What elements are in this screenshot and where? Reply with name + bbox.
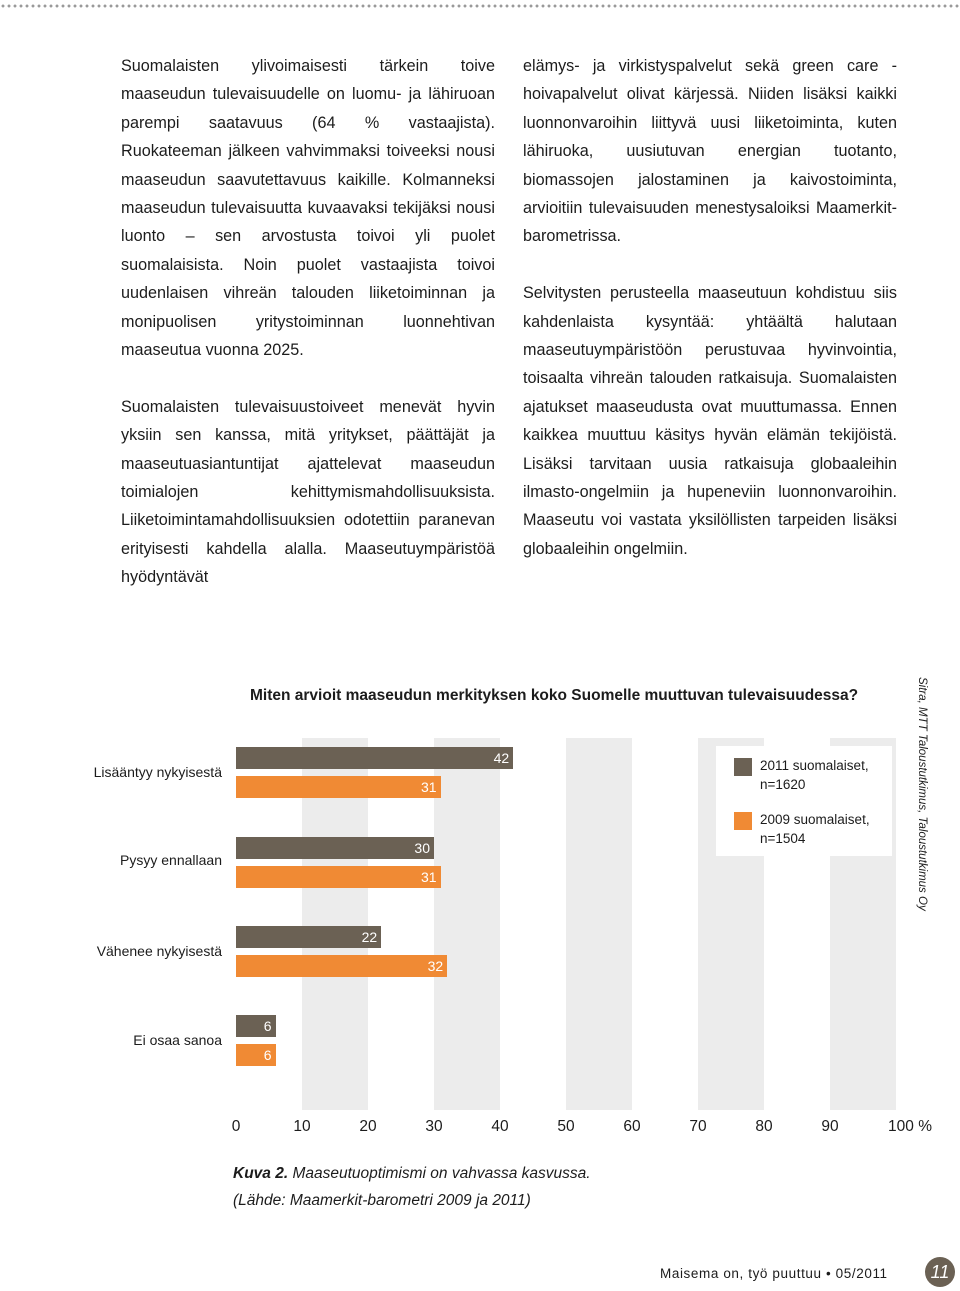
chart-legend [716,746,892,856]
legend-label-2009: 2009 suomalaiset, n=1504 [760,812,870,846]
body-paragraph: Suomalaisten ylivoimaisesti tärkein toive maaseudun tulevaisuudelle on luomu- ja lähiruoan parempi saatavuus (64 % vastaajista). Ruokateeman jälkeen vahvimmaksi toiveeksi nousi maaseudun saavutettavuus kaikille. Kolmanneksi maaseudun tulevaisuutta kuvaavaksi tekijäksi nousi luonto – sen arvostusta toivoi yli puolet suomalaisista. Noin puolet vastaajista toivoi uudenlaisen vihreän talouden liiketoiminnan ja monipuolisen yritystoiminnan luonnehtivan maaseutua vuonna 2025. [121,57,495,360]
x-tick-label: 30 [425,1118,443,1135]
legend-label-2011: 2011 suomalaiset, n=1620 [760,758,869,792]
category-label: Lisääntyy nykyisestä [93,764,222,780]
legend-swatch-2009 [734,812,752,830]
bar-value-label: 22 [361,929,378,945]
bar-2009 [236,776,441,798]
x-tick-label: 70 [689,1118,707,1135]
bar-2011 [236,1015,276,1037]
body-paragraph: Suomalaisten tulevaisuustoiveet menevät hyvin yksiin sen kanssa, mitä yritykset, päättäjät ja maaseutuasiantuntijat ajattelevat maaseudun toimialojen kehittymismahdollisuuksista. Liiketoimintamahdollisuuksien odotettiin paranevan erityisesti kahdella alalla. Maaseutuympäristöä hyödyntävät [121,397,495,587]
bar-value-label: 6 [263,1047,272,1063]
caption-source: (Lähde: Maamerkit-barometri 2009 ja 2011) [233,1192,531,1209]
bar-value-label: 31 [421,779,437,795]
x-tick-label: 90 [821,1118,839,1135]
bar-2009 [236,955,447,977]
x-tick-label: 10 [293,1118,311,1135]
legend-item-2011 [734,756,890,794]
x-tick-label: 50 [557,1118,575,1135]
grid-band [434,738,500,1110]
body-paragraph: elämys- ja virkistyspalvelut sekä green care -hoivapalvelut olivat kärjessä. Niiden lisäksi kaikki luonnonvaroihin liittyvä uusi liiketoiminta, kuten lähiruoka, uusiutuvan energian tuotanto, biomassojen jalostaminen ja kaivostoiminta, arvioitiin tulevaisuuden menestysaloiksi Maamerkit-barometrissa. [523,57,897,246]
x-tick-label: 40 [491,1118,509,1135]
x-tick-label: 80 [755,1118,773,1135]
grid-band [566,738,632,1110]
x-tick-label: 20 [359,1118,377,1135]
caption-text: Maaseutuoptimismi on vahvassa kasvussa. [292,1165,591,1182]
body-paragraph: Selvitysten perusteella maaseutuun kohdistuu siis kahdenlaista kysyntää: yhtäältä halutaan maaseutuympäristöön perustuvaa hyvinvointia, toisaalta vihreän talouden ratkaisuja. Suomalaisten ajatukset maaseudusta ovat muuttumassa. Ennen kaikkea muuttuu käsitys hyvän elämän tekijöistä. Lisäksi tarvitaan uusia ratkaisuja globaaleihin ilmasto-ongelmiin ja hupeneviin luonnonvaroihin. Maaseutu voi vastata yksilöllisten tarpeiden lisäksi globaaleihin ongelmiin. [523,284,897,558]
category-label: Vähenee nykyisestä [96,943,222,959]
bar-value-label: 31 [421,869,437,885]
legend-swatch-2011 [734,758,752,776]
bar-2009 [236,866,441,888]
category-label: Pysyy ennallaan [120,852,222,868]
legend-item-2009 [734,810,890,848]
bar-2011 [236,837,434,859]
bar-value-label: 30 [414,840,430,856]
figure-caption [233,1160,591,1214]
bar-2011 [236,747,513,769]
page-number: 11 [925,1257,955,1287]
category-label: Ei osaa sanoa [133,1032,222,1048]
bar-value-label: 6 [263,1018,272,1034]
bar-value-label: 32 [427,958,444,974]
footer-publication: Maisema on, työ puuttuu • 05/2011 [660,1266,888,1281]
bar-2011 [236,926,381,948]
caption-label: Kuva 2. [233,1165,289,1182]
chart-title: Miten arvioit maaseudun merkityksen koko Suomelle muuttuvan tulevaisuudessa? [236,674,890,718]
x-tick-label: 100 % [888,1118,932,1135]
x-tick-label: 0 [231,1118,241,1135]
bar-2009 [236,1044,276,1066]
bar-value-label: 42 [493,750,510,766]
x-tick-label: 60 [623,1118,641,1135]
chart-source: Sitra, MTT Taloustutkimus, Taloustutkimus Oy [916,677,928,911]
